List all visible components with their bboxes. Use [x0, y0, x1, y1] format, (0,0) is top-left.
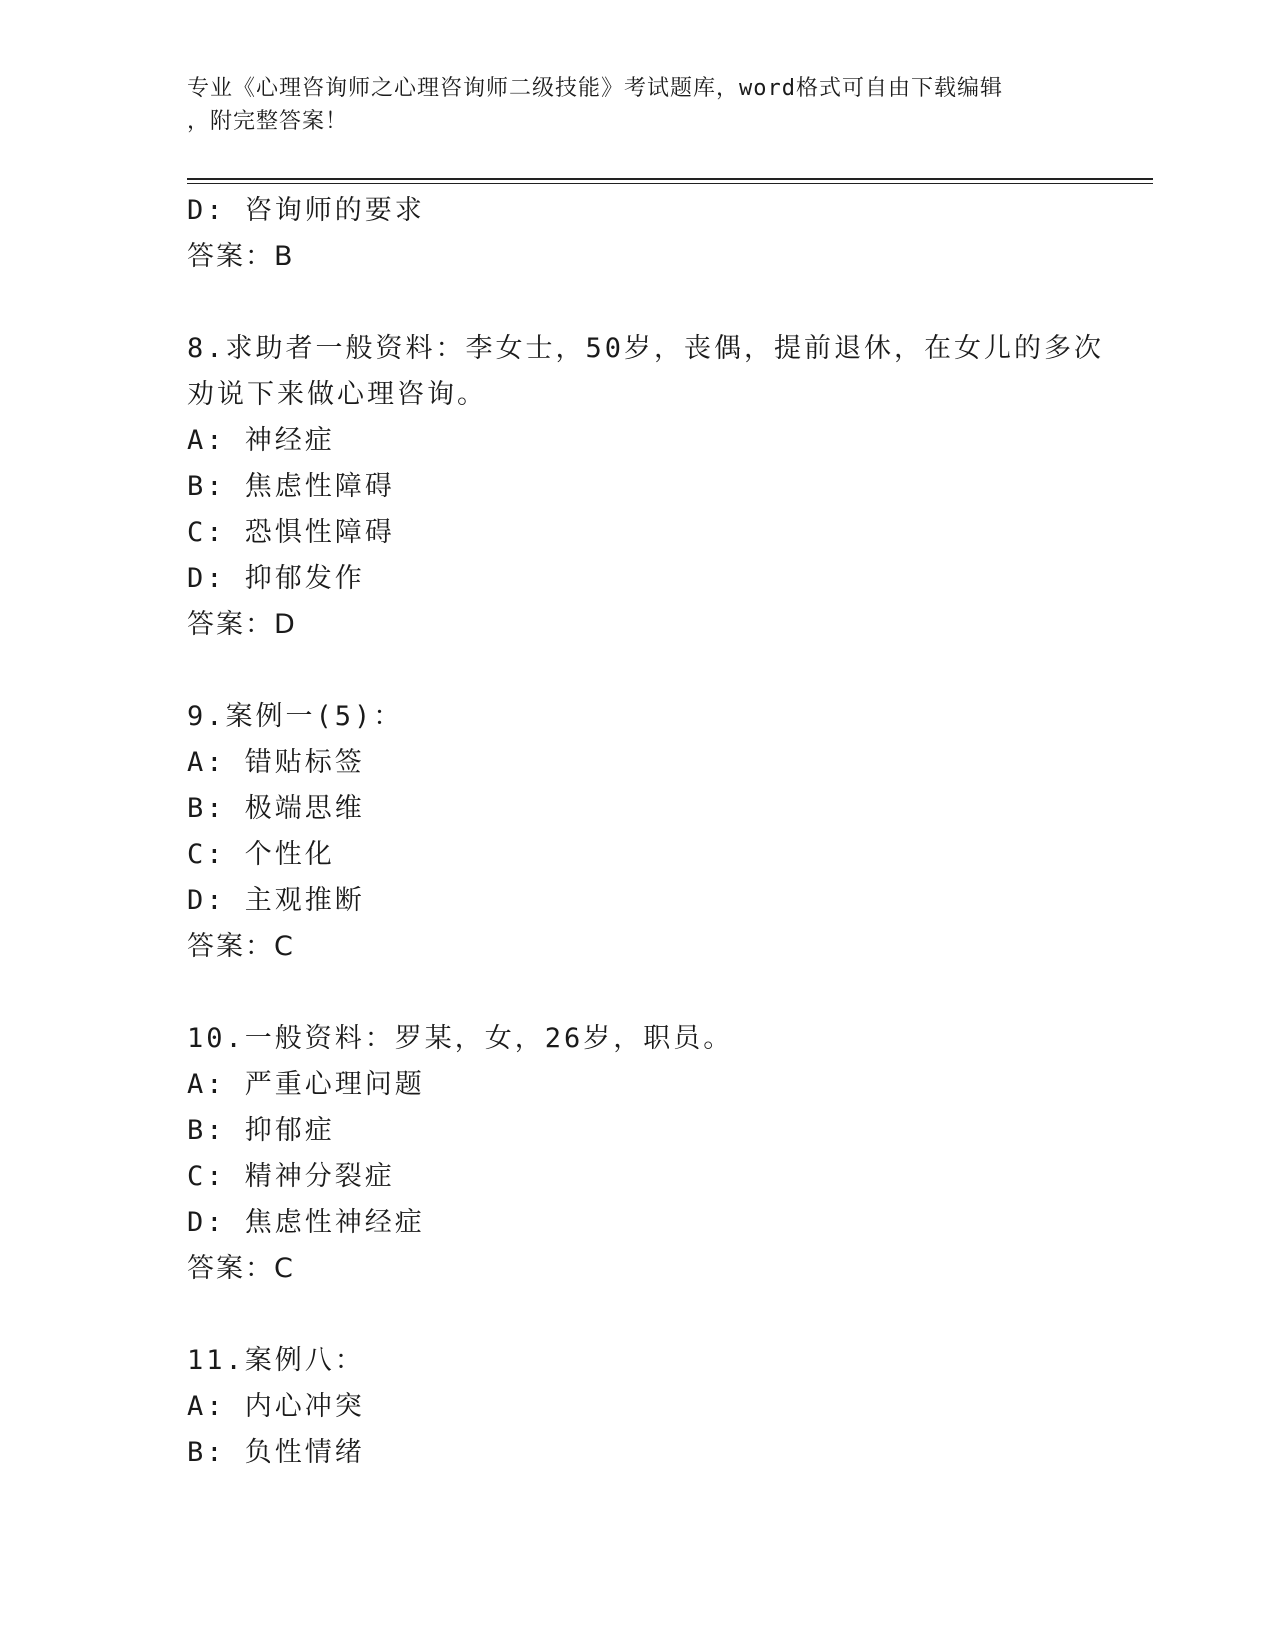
answer-line: 答案：B: [187, 241, 295, 272]
answer-line: 答案：C: [187, 1253, 295, 1284]
question-text: 10.一般资料：罗某，女，26岁，职员。: [187, 1023, 734, 1054]
question-text: 8.求助者一般资料：李女士，50岁，丧偶，提前退休，在女儿的多次: [187, 333, 1105, 364]
question-text: 11.案例八：: [187, 1345, 365, 1376]
option-a: A: 错贴标签: [187, 747, 365, 778]
carryover-block: [187, 188, 1067, 280]
header-rule-thin: [187, 183, 1153, 184]
option-a: A: 严重心理问题: [187, 1069, 425, 1100]
question-9: [187, 694, 1067, 970]
option-b: B: 抑郁症: [187, 1115, 335, 1146]
option-d: D: 焦虑性神经症: [187, 1207, 425, 1238]
option-d: D: 主观推断: [187, 885, 365, 916]
question-text: 9.案例一(5)：: [187, 701, 404, 732]
option-b: B: 负性情绪: [187, 1437, 365, 1468]
question-list: [187, 188, 1105, 1476]
option-a: A: 内心冲突: [187, 1391, 365, 1422]
question-11: [187, 1338, 1067, 1476]
option-c: C: 个性化: [187, 839, 335, 870]
option-c: C: 恐惧性障碍: [187, 517, 395, 548]
spacer: [187, 1292, 1067, 1338]
option-b: B: 焦虑性障碍: [187, 471, 395, 502]
option-d: D: 抑郁发作: [187, 563, 365, 594]
answer-line: 答案：D: [187, 609, 297, 640]
header-rule-thick: [187, 178, 1153, 180]
header-line-1: 专业《心理咨询师之心理咨询师二级技能》考试题库，word格式可自由下载编辑: [187, 76, 1003, 101]
question-text-continued: 劝说下来做心理咨询。: [187, 379, 487, 410]
document-header: [187, 72, 1067, 138]
spacer: [187, 280, 1067, 326]
question-8: [187, 326, 1105, 648]
option-c: C: 精神分裂症: [187, 1161, 395, 1192]
question-10: [187, 1016, 1067, 1292]
option-a: A: 神经症: [187, 425, 335, 456]
spacer: [187, 648, 1067, 694]
answer-line: 答案：C: [187, 931, 295, 962]
header-line-2: ，附完整答案！: [187, 109, 349, 134]
option-b: B: 极端思维: [187, 793, 365, 824]
option-item: D: 咨询师的要求: [187, 195, 425, 226]
spacer: [187, 970, 1067, 1016]
